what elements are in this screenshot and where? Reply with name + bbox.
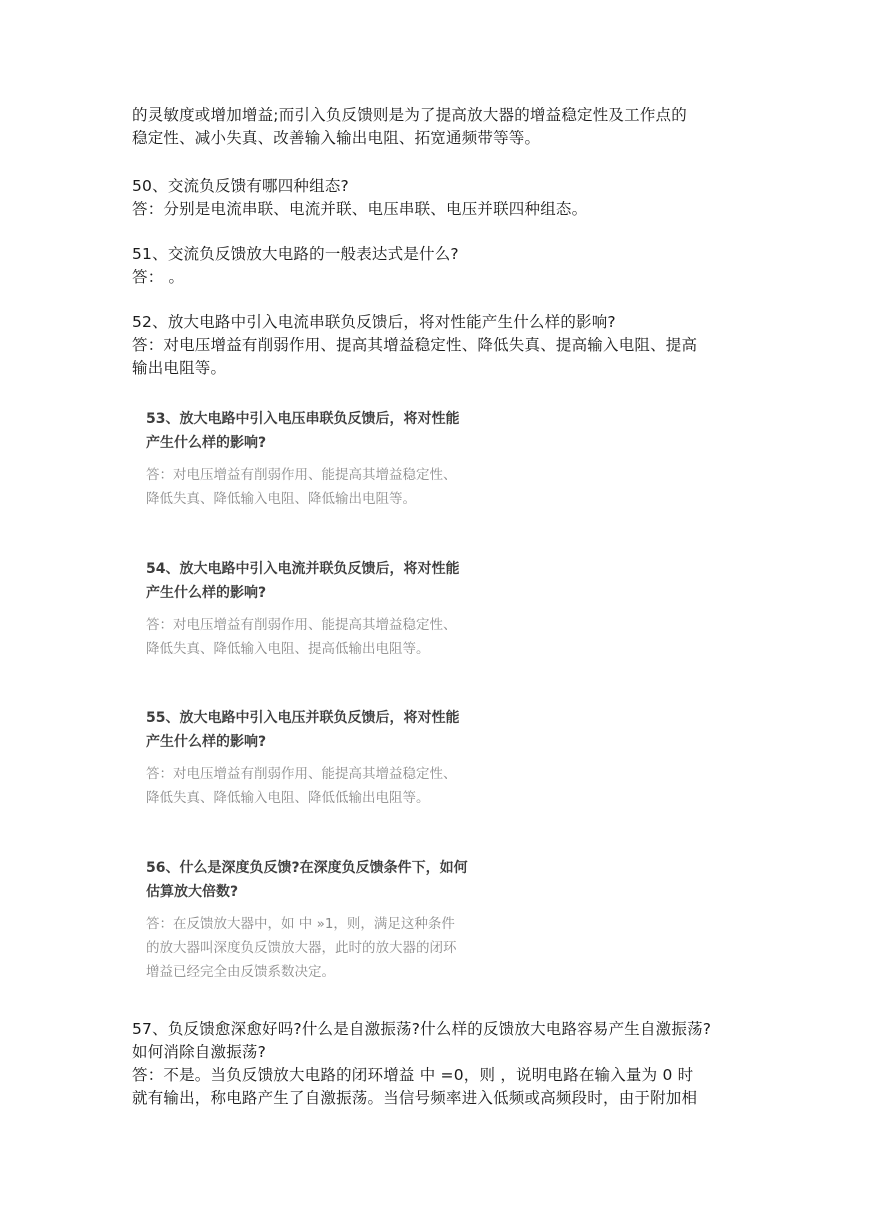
question-54-line-1: 54、放大电路中引入电流并联负反馈后，将对性能 [146,561,460,577]
question-54-line-2: 产生什么样的影响? [146,585,267,601]
question-50-text: 50、交流负反馈有哪四种组态? [132,177,349,195]
answer-52-line-1: 答：对电压增益有削弱作用、提高其增益稳定性、降低失真、提高输入电阻、提高 [132,336,698,354]
question-55-line-1: 55、放大电路中引入电压并联负反馈后，将对性能 [146,710,460,726]
answer-54-line-2: 降低失真、降低输入电阻、提高低输出电阻等。 [146,641,430,657]
answer-54-text [146,613,516,661]
question-51 [132,243,740,289]
question-57-line-1: 57、负反馈愈深愈好吗?什么是自激振荡?什么样的反馈放大电路容易产生自激振荡? [132,1020,712,1038]
answer-55-line-2: 降低失真、降低输入电阻、降低低输出电阻等。 [146,790,430,806]
question-57-line-2: 如何消除自激振荡? [132,1043,267,1061]
question-50 [132,175,740,221]
answer-52-line-2: 输出电阻等。 [132,359,227,377]
question-52 [132,311,740,380]
question-56-line-2: 估算放大倍数? [146,884,239,900]
answer-55-line-1: 答：对电压增益有削弱作用、能提高其增益稳定性、 [146,766,457,782]
question-53-line-2: 产生什么样的影响? [146,435,267,451]
question-53-text [146,407,516,455]
intro-line-1: 的灵敏度或增加增益;而引入负反馈则是为了提高放大器的增益稳定性及工作点的 [132,106,687,124]
question-53-line-1: 53、放大电路中引入电压串联负反馈后，将对性能 [146,411,460,427]
intro-line-2: 稳定性、减小失真、改善输入输出电阻、拓宽通频带等等。 [132,129,541,147]
embedded-image-q54 [146,557,516,661]
answer-56-line-2: 的放大器叫深度负反馈放大器，此时的放大器的闭环 [146,940,457,956]
answer-50-text: 答：分别是电流串联、电流并联、电压串联、电压并联四种组态。 [132,200,588,218]
answer-53-line-2: 降低失真、降低输入电阻、降低输出电阻等。 [146,491,416,507]
answer-51-text: 答： 。 [132,268,185,286]
question-51-text: 51、交流负反馈放大电路的一般表达式是什么? [132,245,459,263]
answer-53-line-1: 答：对电压增益有削弱作用、能提高其增益稳定性、 [146,467,457,483]
question-55-text [146,706,516,754]
embedded-image-q55 [146,706,516,810]
question-56-text [146,856,516,904]
question-54-text [146,557,516,605]
answer-57-line-2: 就有输出，称电路产生了自激振荡。当信号频率进入低频或高频段时，由于附加相 [132,1089,698,1107]
answer-53-text [146,463,516,511]
answer-56-text [146,912,516,984]
question-52-text: 52、放大电路中引入电流串联负反馈后，将对性能产生什么样的影响? [132,313,616,331]
answer-55-text [146,762,516,810]
answer-57-line-1: 答：不是。当负反馈放大电路的闭环增益 中 =0，则 ，说明电路在输入量为 0 时 [132,1066,694,1084]
question-56-line-1: 56、什么是深度负反馈?在深度负反馈条件下，如何 [146,860,468,876]
answer-56-line-3: 增益已经完全由反馈系数决定。 [146,964,335,980]
embedded-image-q56 [146,856,516,984]
embedded-image-q53 [146,407,516,511]
question-57 [132,1018,740,1110]
intro-paragraph [132,104,740,150]
answer-56-line-1: 答：在反馈放大器中，如 中 »1，则，满足这种条件 [146,916,455,932]
answer-54-line-1: 答：对电压增益有削弱作用、能提高其增益稳定性、 [146,617,457,633]
question-55-line-2: 产生什么样的影响? [146,734,267,750]
